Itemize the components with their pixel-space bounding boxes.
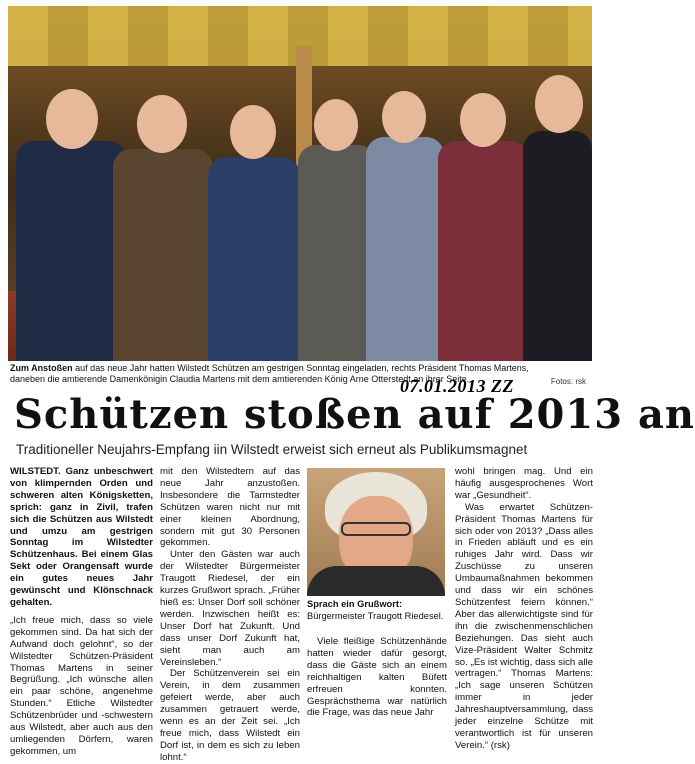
- portrait-caption-text: Bürgermeister Traugott Riedesel.: [307, 610, 444, 621]
- person-1: [16, 71, 126, 361]
- photo-caption-text: auf das neue Jahr hatten Wilstedt Schützen am gestrigen Sonntag eingeladen, rechts Präsident Thomas Martens, daneben die amtierende Damenkönigin Claudia Martens mit dem amtierenden König Arne Otterstedt an ihrer Seite.: [10, 363, 529, 384]
- article-column-1: [10, 466, 153, 758]
- person-4: [298, 81, 376, 361]
- article-paragraph: Viele fleißige Schützenhände hatten wieder dafür gesorgt, dass die Gäste sich an einem reichhaltigen kalten Büfett erfreuen konnten. Gesprächsthema war natürlich die Frage, was das neue Jahr: [307, 636, 447, 719]
- portrait-photo: [307, 468, 445, 596]
- portrait-caption-lead: Sprach ein Grußwort:: [307, 599, 403, 609]
- person-6: [438, 71, 528, 361]
- article-paragraph: Was erwartet Schützen-Präsident Thomas Martens für sich oder von 2013? „Dass alles in Frieden abläuft und es ein ruhiges Jahr wird. Dass wir Zuschüsse zu unseren Umbaumaßnahmen bekommen und dass wir ein schönes Schützenfest feiern können.“ Aber das allerwichtigste sind für ihn die zwischenmenschlichen Beziehungen. Das sieht auch Vize-Präsident Walter Schmitz so. „Es ist wichtig, dass sich alle vertragen.“ Thomas Martens: „Ich sage unseren Schützen immer in jeder Jahreshauptversammlung, dass jeder einzelne Schütze mit verantwortlich ist für unseren Verein.“ (rsk): [455, 501, 593, 751]
- person-3: [208, 91, 300, 361]
- article-paragraph: „Ich freue mich, dass so viele gekommen sind. Da hat sich der Aufwand doch gelohnt“, so der Wilstedter Schützen-Präsident Thomas Martens in seiner Begrüßung. „Ich wünsche allen ein paar schöne, angenehme Stunden.“ Etliche Wilstedter Schützenbrüder und -schwestern aus Wilstedt, aber auch aus den umliegenden Dörfern, waren gekommen, um: [10, 614, 153, 757]
- article-paragraph: mit den Wilstedtern auf das neue Jahr anzustoßen. Insbesondere die Tarmstedter Schützen waren nicht nur mit einer kleinen Abordnung, sondern mit gut 30 Personen gekommen.: [160, 466, 300, 549]
- portrait-caption: [307, 599, 447, 622]
- article-paragraph: Der Schützenverein sei ein Verein, in dem zusammen gefeiert werde, aber auch zusammen getrauert werde, wenn es an der Zeit sei. „Ich freue mich, dass Wilstedt ein Dorf ist, in dem es sich zu leben lohnt.“: [160, 668, 300, 763]
- date-stamp: 07.01.2013 ZZ: [400, 376, 514, 396]
- subheadline: Traditioneller Neujahrs-Empfang iin Wilstedt erweist sich erneut als Publikumsmagnet: [16, 442, 528, 457]
- photo-credit: Fotos: rsk: [550, 377, 586, 386]
- person-2: [113, 81, 213, 361]
- article-column-2: [160, 466, 300, 764]
- person-5: [366, 71, 444, 361]
- group-photo: [8, 6, 592, 361]
- article-intro: WILSTEDT. Ganz unbeschwert von klimpernden Orden und schweren alten Königsketten, sprich: ganz in Zivil, trafen sich die Schützen aus Wilstedt und umzu am gestrigen Sonntag im Wilstedter Schützenhaus. Bei einem Glas Sekt oder Orangensaft wurde ein gutes neues Jahr gewünscht und Klönschnack gehalten.: [10, 466, 153, 608]
- article-paragraph: Unter den Gästen war auch der Wilstedter Bürgermeister Traugott Riedesel, der ein kurzes Grußwort sprach. „Früher hieß es: Unser Dorf soll schöner werden. Inzwischen heißt es: Unser Dorf hat Zukunft. Und dass unser Dorf Zukunft hat, sieht man auch am Vereinsleben.“: [160, 549, 300, 668]
- photo-caption-lead: Zum Anstoßen: [10, 363, 73, 373]
- glasses-icon: [341, 522, 411, 536]
- person-7: [523, 61, 592, 361]
- article-column-4: [455, 466, 593, 752]
- article-paragraph: wohl bringen mag. Und ein häufig ausgesprochenes Wort war „Gesundheit“.: [455, 466, 593, 501]
- headline: Schützen stoßen auf 2013 an: [14, 391, 695, 438]
